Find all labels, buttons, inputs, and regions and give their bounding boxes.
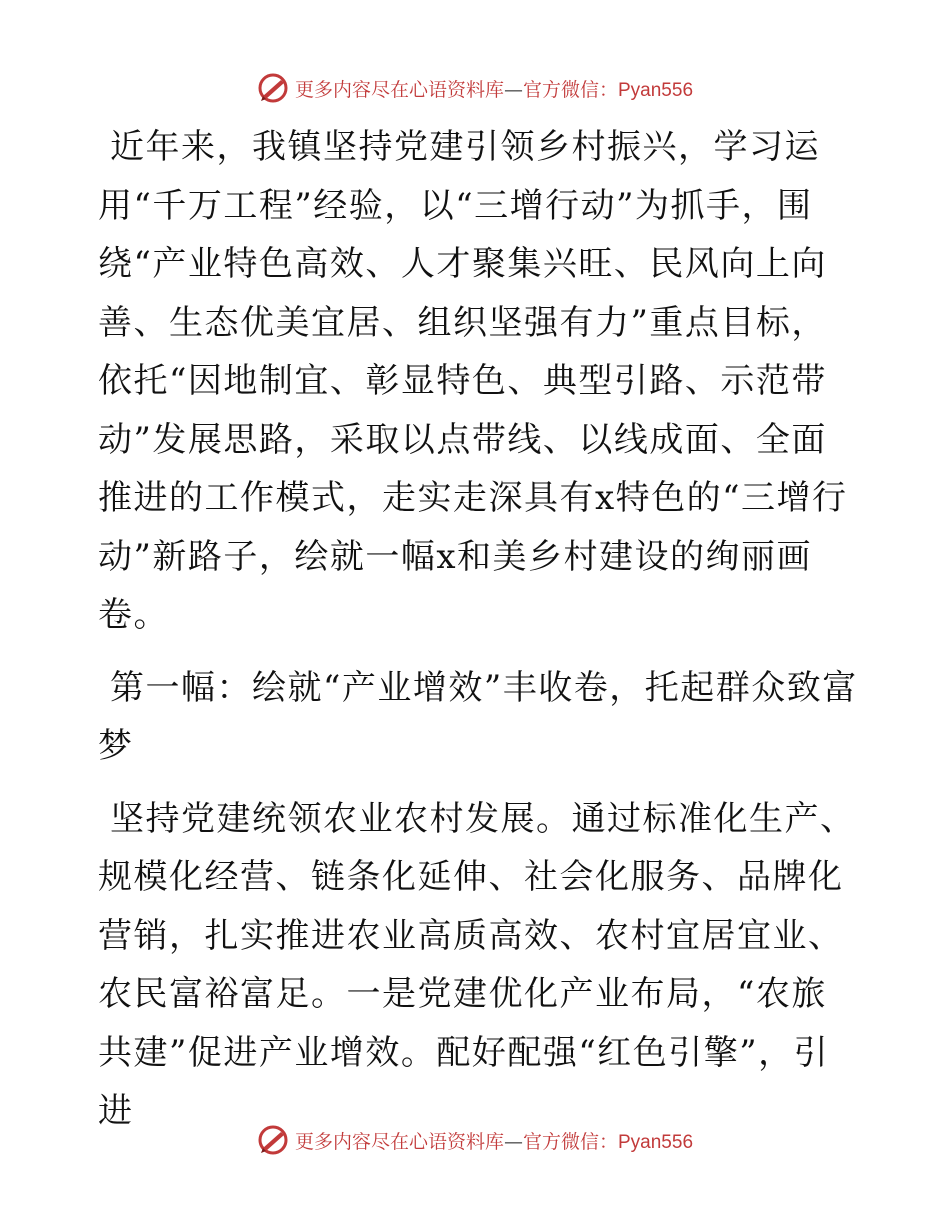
footer-banner-text [295, 1127, 693, 1154]
body-paragraph: 坚持党建统领农业农村发展。通过标准化生产、规模化经营、链条化延伸、社会化服务、品牌化营销，扎实推进农业高质高效、农村宜居宜业、农民富裕富足。一是党建优化产业布局，“农旅共建”促进产业增效。配好配强“红色引擎”，引进 [98, 798, 856, 1131]
header-banner-dash: — [503, 78, 523, 101]
section-heading: 第一幅：绘就“产业增效”丰收卷，托起群众致富梦 [98, 667, 858, 766]
header-banner [0, 68, 950, 108]
header-banner-wechat-label: 官方微信： [522, 78, 618, 101]
header-banner-title: 更多内容尽在心语资料库 [294, 78, 504, 101]
logo-icon [257, 1124, 289, 1156]
footer-banner-wechat-id: Pyan556 [618, 1131, 694, 1153]
header-banner-text [295, 75, 693, 102]
logo-icon [257, 72, 289, 104]
footer-banner [0, 1120, 950, 1160]
intro-paragraph: 近年来，我镇坚持党建引领乡村振兴，学习运用“千万工程”经验，以“三增行动”为抓手，围绕“产业特色高效、人才聚集兴旺、民风向上向善、生态优美宜居、组织坚强有力”重点目标，依托“因地制宜、彰显特色、典型引路、示范带动”发展思路，采取以点带线、以线成面、全面推进的工作模式，走实走深具有x特色的“三增行动”新路子，绘就一幅x和美乡村建设的绚丽画卷。 [98, 127, 848, 635]
header-banner-wechat-id: Pyan556 [618, 79, 694, 101]
document-body [98, 118, 858, 1141]
footer-banner-dash: — [503, 1130, 523, 1153]
footer-banner-wechat-label: 官方微信： [522, 1130, 618, 1153]
footer-banner-title: 更多内容尽在心语资料库 [294, 1130, 504, 1153]
